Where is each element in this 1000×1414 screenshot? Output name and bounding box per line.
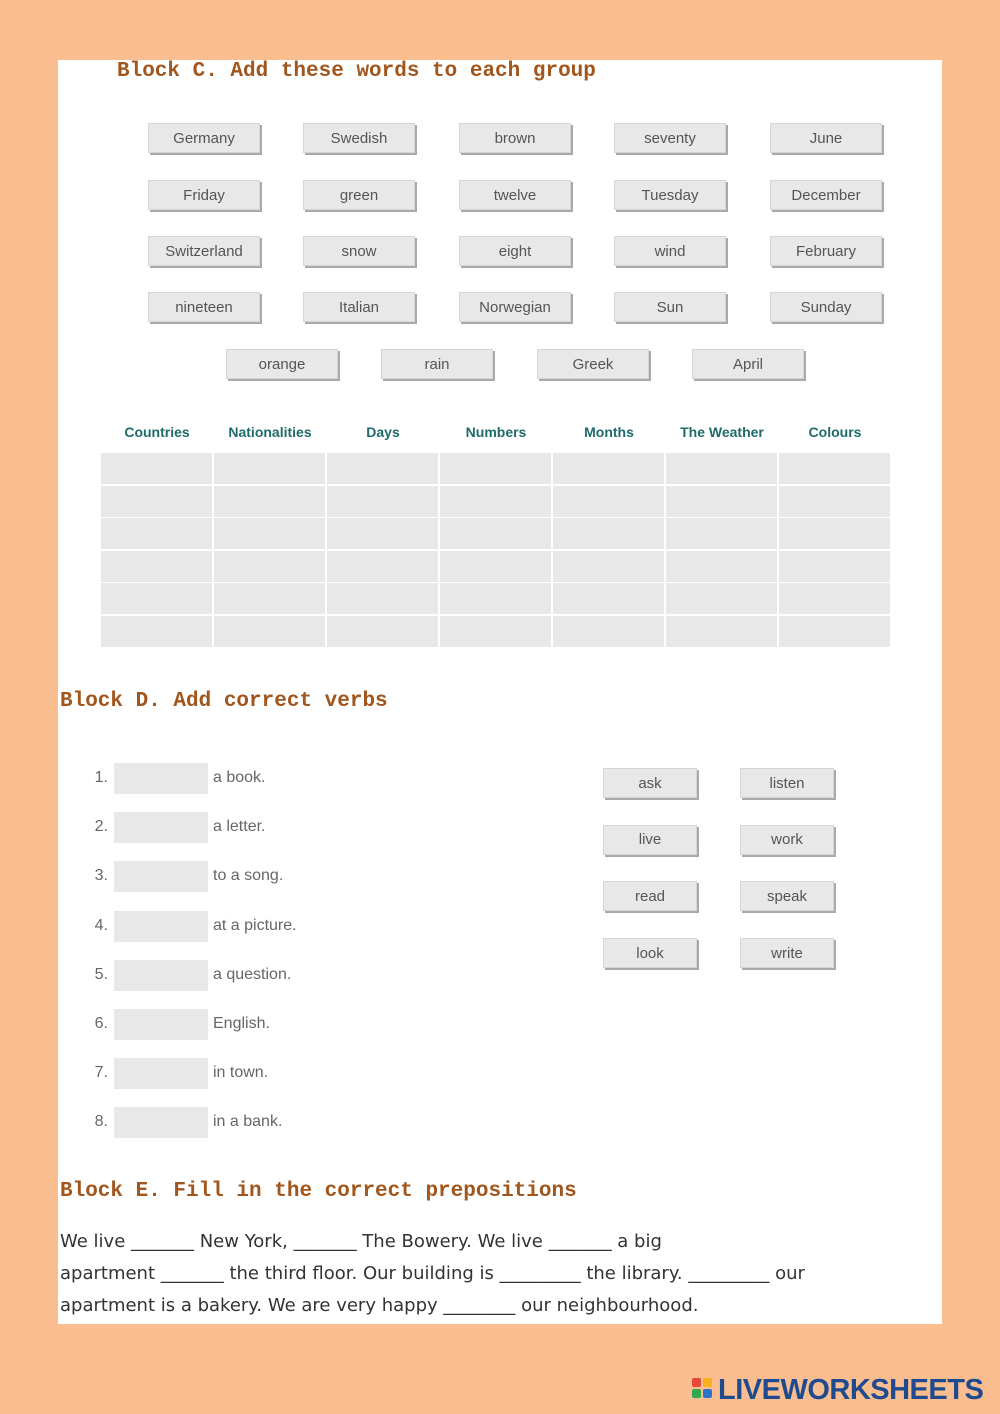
sentence-text: at a picture. <box>213 916 297 934</box>
word-chip[interactable]: Italian <box>303 292 415 322</box>
word-chip[interactable]: green <box>303 180 415 210</box>
word-chip[interactable]: twelve <box>459 180 571 210</box>
answer-blank[interactable] <box>114 911 208 942</box>
drop-cell[interactable] <box>214 518 325 549</box>
drop-cell[interactable] <box>666 583 777 614</box>
column-header: Months <box>584 424 634 440</box>
word-chip[interactable]: Germany <box>148 123 260 153</box>
drop-cell[interactable] <box>440 453 551 484</box>
item-number: 8. <box>94 1113 108 1131</box>
drop-cell[interactable] <box>214 616 325 647</box>
answer-blank[interactable] <box>114 1009 208 1040</box>
sentence-text: a letter. <box>213 818 266 836</box>
column-header: Colours <box>808 424 862 440</box>
word-chip[interactable]: snow <box>303 236 415 266</box>
word-chip[interactable]: Switzerland <box>148 236 260 266</box>
word-chip[interactable]: Sunday <box>770 292 882 322</box>
item-number: 7. <box>94 1064 108 1082</box>
column-header: Nationalities <box>228 424 312 440</box>
drop-cell[interactable] <box>440 486 551 517</box>
drop-cell[interactable] <box>779 583 890 614</box>
item-number: 2. <box>94 818 108 836</box>
paragraph-line: apartment is a bakery. We are very happy ________ our neighbourhood. <box>60 1295 699 1316</box>
sentence-text: in town. <box>213 1064 269 1082</box>
verb-chip[interactable]: live <box>603 825 697 855</box>
word-chip[interactable]: February <box>770 236 882 266</box>
drop-cell[interactable] <box>327 518 438 549</box>
drop-cell[interactable] <box>214 551 325 582</box>
column-header: The Weather <box>680 424 764 440</box>
logo-mark-icon <box>692 1378 714 1402</box>
drop-cell[interactable] <box>440 518 551 549</box>
drop-cell[interactable] <box>440 551 551 582</box>
column-header: Countries <box>124 424 190 440</box>
drop-cell[interactable] <box>327 453 438 484</box>
word-chip[interactable]: brown <box>459 123 571 153</box>
drop-cell[interactable] <box>101 616 212 647</box>
column-header: Numbers <box>465 424 527 440</box>
column-header: Days <box>366 424 400 440</box>
paragraph-line: We live _______ New York, _______ The Bowery. We live _______ a big <box>60 1231 662 1252</box>
block-d-title: Block D. Add correct verbs <box>60 690 388 713</box>
verb-chip[interactable]: ask <box>603 768 697 798</box>
verb-chip[interactable]: listen <box>740 768 834 798</box>
word-chip[interactable]: Swedish <box>303 123 415 153</box>
answer-blank[interactable] <box>114 1107 208 1138</box>
block-e-title: Block E. Fill in the correct prepositions <box>60 1180 577 1203</box>
drop-cell[interactable] <box>779 453 890 484</box>
prepositions-paragraph[interactable] <box>60 1226 940 1322</box>
drop-cell[interactable] <box>553 616 664 647</box>
word-chip[interactable]: June <box>770 123 882 153</box>
block-c-title: Block C. Add these words to each group <box>117 60 596 83</box>
sentence-text: a book. <box>213 769 266 786</box>
drop-cell[interactable] <box>440 583 551 614</box>
answer-blank[interactable] <box>114 960 208 991</box>
drop-cell[interactable] <box>101 583 212 614</box>
verb-chip[interactable]: look <box>603 938 697 968</box>
verb-chip[interactable]: read <box>603 881 697 911</box>
drop-cell[interactable] <box>779 551 890 582</box>
word-chip[interactable]: Sun <box>614 292 726 322</box>
drop-cell[interactable] <box>101 453 212 484</box>
drop-cell[interactable] <box>553 551 664 582</box>
answer-blank[interactable] <box>114 1058 208 1089</box>
sentence-text: English. <box>213 1015 270 1032</box>
answer-blank[interactable] <box>114 861 208 892</box>
drop-cell[interactable] <box>327 583 438 614</box>
drop-cell[interactable] <box>666 518 777 549</box>
drop-cell[interactable] <box>327 551 438 582</box>
sentence-text: in a bank. <box>213 1113 283 1131</box>
word-chip[interactable]: April <box>692 349 804 379</box>
drop-cell[interactable] <box>779 518 890 549</box>
paragraph-line: apartment _______ the third floor. Our building is _________ the library. _________ our <box>60 1263 805 1284</box>
word-chip[interactable]: wind <box>614 236 726 266</box>
sentence-text: a question. <box>213 965 292 983</box>
item-number: 3. <box>94 867 108 885</box>
verb-chip[interactable]: speak <box>740 881 834 911</box>
drop-cell[interactable] <box>666 551 777 582</box>
drop-cell[interactable] <box>666 453 777 484</box>
word-chip[interactable]: Norwegian <box>459 292 571 322</box>
item-number: 5. <box>94 965 108 983</box>
word-chip[interactable]: seventy <box>614 123 726 153</box>
drop-cell[interactable] <box>666 486 777 517</box>
liveworksheets-logo <box>692 1374 983 1406</box>
word-chip[interactable]: Friday <box>148 180 260 210</box>
word-chip[interactable]: December <box>770 180 882 210</box>
drop-cell[interactable] <box>553 583 664 614</box>
drop-cell[interactable] <box>214 453 325 484</box>
item-number: 1. <box>94 769 108 786</box>
sentence-text: to a song. <box>213 867 284 885</box>
drop-cell[interactable] <box>553 453 664 484</box>
drop-cell[interactable] <box>214 583 325 614</box>
word-chip[interactable]: eight <box>459 236 571 266</box>
logo-text: LIVEWORKSHEETS <box>718 1373 984 1406</box>
word-chip[interactable]: nineteen <box>148 292 260 322</box>
drop-cell[interactable] <box>553 518 664 549</box>
drop-cell[interactable] <box>553 486 664 517</box>
verb-chip[interactable]: work <box>740 825 834 855</box>
word-chip[interactable]: rain <box>381 349 493 379</box>
item-number: 6. <box>94 1015 108 1032</box>
word-chip[interactable]: Tuesday <box>614 180 726 210</box>
drop-cell[interactable] <box>101 518 212 549</box>
answer-blank[interactable] <box>114 763 208 794</box>
word-chip[interactable]: Greek <box>537 349 649 379</box>
item-number: 4. <box>94 916 108 934</box>
drop-cell[interactable] <box>327 616 438 647</box>
drop-cell[interactable] <box>779 486 890 517</box>
word-chip[interactable]: orange <box>226 349 338 379</box>
drop-cell[interactable] <box>666 616 777 647</box>
answer-blank[interactable] <box>114 812 208 843</box>
verb-chip[interactable]: write <box>740 938 834 968</box>
drop-cell[interactable] <box>440 616 551 647</box>
drop-cell[interactable] <box>779 616 890 647</box>
drop-cell[interactable] <box>214 486 325 517</box>
drop-cell[interactable] <box>327 486 438 517</box>
drop-cell[interactable] <box>101 551 212 582</box>
drop-cell[interactable] <box>101 486 212 517</box>
